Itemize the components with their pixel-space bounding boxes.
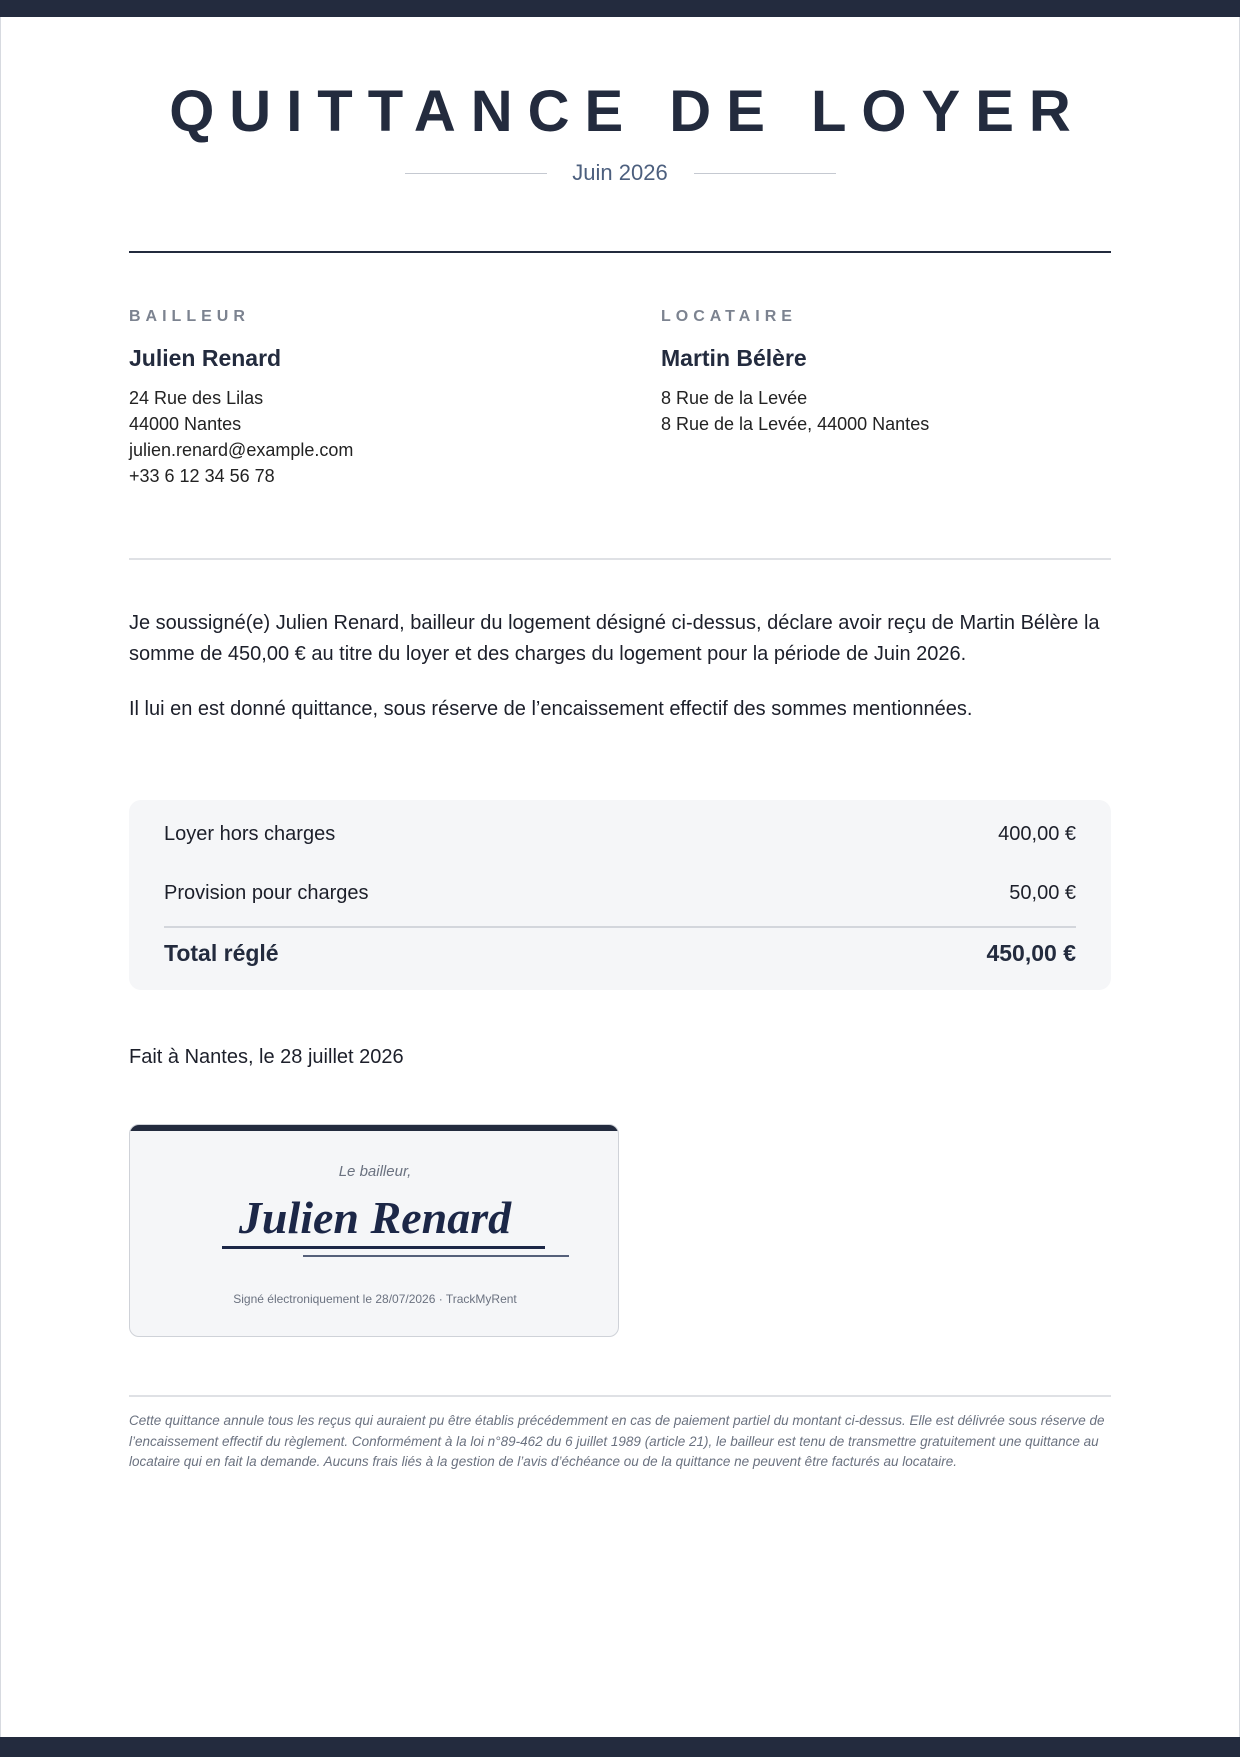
landlord-label: BAILLEUR (129, 308, 250, 325)
amount-label: Loyer hors charges (164, 823, 336, 845)
amount-row-charges (164, 882, 1076, 912)
amount-row-total (164, 940, 1076, 970)
left-page-edge (0, 17, 1, 1737)
document-title: QUITTANCE DE LOYER (169, 79, 1086, 144)
parties-divider (129, 558, 1111, 560)
amounts-panel (129, 800, 1111, 990)
landlord-email: julien.renard@example.com (129, 440, 354, 460)
tenant-full-address-line: 8 Rue de la Levée, 44000 Nantes (661, 414, 930, 434)
amount-value: 50,00 € (1009, 882, 1076, 904)
tenant-details (661, 385, 1101, 437)
landlord-name: Julien Renard (129, 345, 282, 371)
tenant-address-line: 8 Rue de la Levée (661, 388, 808, 408)
signature-caption: Le bailleur, (338, 1163, 412, 1180)
legal-notice: Cette quittance annule tous les reçus qui auraient pu être établis précédemment en cas de paiement partiel du montant ci-dessus. Elle est délivrée sous réserve de l’encaissement effectif du règlement. Conformément à la loi n°89-462 du 6 juillet 1989 (article 21), le bailleur est tenu de transmettre gratuitement une quittance au locataire qui en fait la demande. Aucuns frais liés à la gestion de l’avis d’échéance ou de la quittance ne peuvent être facturés au locataire. (129, 1413, 1105, 1469)
signature-card (129, 1124, 619, 1337)
place-and-date: Fait à Nantes, le 28 juillet 2026 (129, 1046, 404, 1068)
amount-row-rent (164, 823, 1076, 853)
period-label: Juin 2026 (572, 160, 668, 185)
amount-value: 400,00 € (998, 823, 1076, 845)
signature-baseline (303, 1255, 569, 1257)
landlord-phone: +33 6 12 34 56 78 (129, 466, 275, 486)
tenant-name: Martin Bélère (661, 345, 807, 371)
top-border-bar (0, 0, 1240, 17)
signature-name: Julien Renard (238, 1192, 512, 1243)
legal-divider (129, 1395, 1111, 1397)
amounts-divider (164, 926, 1076, 928)
declaration-paragraph: Je soussigné(e) Julien Renard, bailleur du logement désigné ci-dessus, déclare avoir reçu de Martin Bélère la somme de 450,00 € au titre du loyer et des charges du logement pour la période de Juin 2026. (129, 612, 1100, 665)
landlord-details (129, 385, 569, 489)
landlord-city-line: 44000 Nantes (129, 414, 242, 434)
period-divider-right (694, 173, 836, 174)
receipt-note-paragraph: Il lui en est donné quittance, sous réserve de l’encaissement effectif des sommes mentionnées. (129, 698, 973, 720)
landlord-address-line: 24 Rue des Lilas (129, 388, 264, 408)
period-row (129, 160, 1111, 188)
header-divider (129, 251, 1111, 253)
amount-label: Provision pour charges (164, 882, 369, 904)
landlord-block (129, 308, 569, 489)
total-label: Total réglé (164, 940, 279, 966)
bottom-border-bar (0, 1737, 1240, 1757)
signature-underline (222, 1246, 545, 1249)
signature-card-accent (130, 1125, 619, 1131)
tenant-block (661, 308, 1101, 437)
total-value: 450,00 € (986, 940, 1076, 966)
signature-footer: Signé électroniquement le 28/07/2026 · TrackMyRent (233, 1292, 517, 1306)
tenant-label: LOCATAIRE (661, 308, 797, 325)
